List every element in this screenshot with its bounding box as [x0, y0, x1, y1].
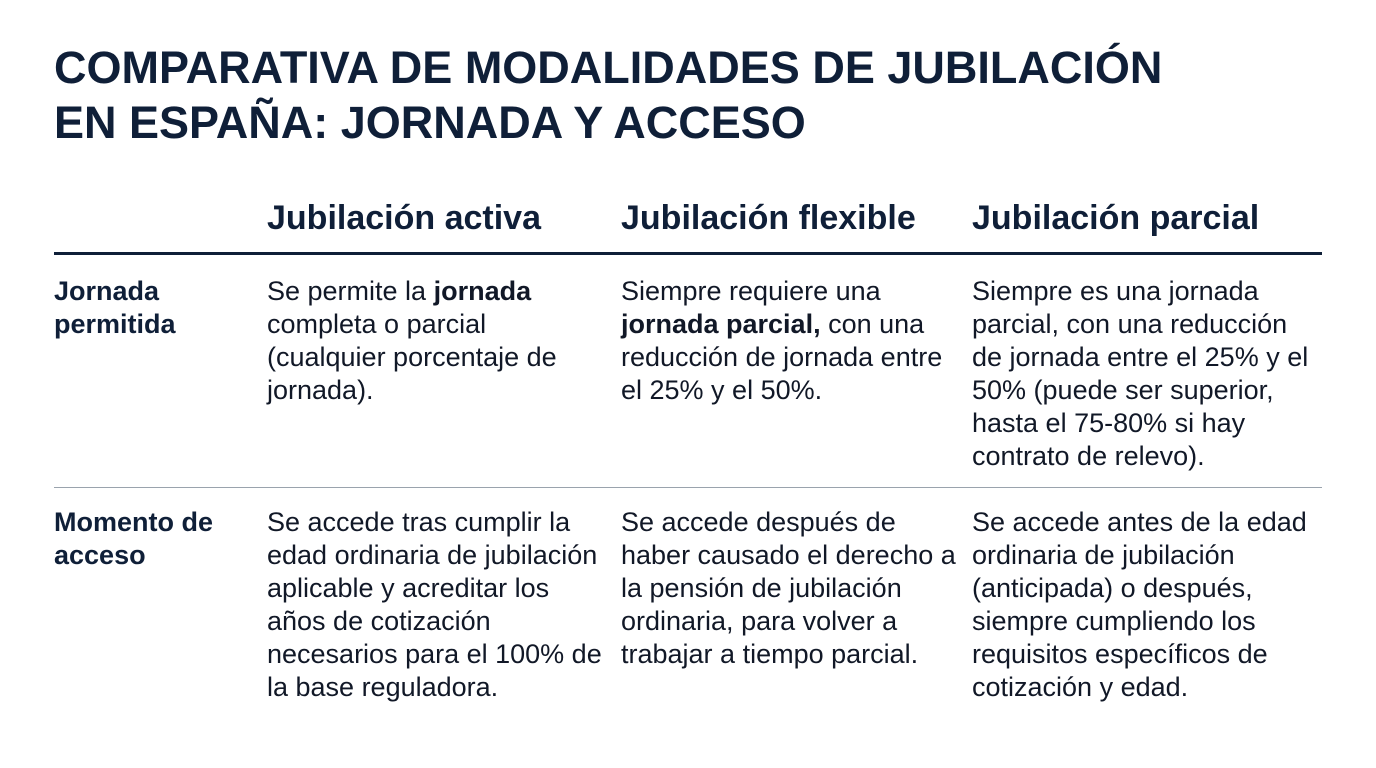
- table-header-row: [54, 190, 1322, 255]
- cell-jornada-flexible: [621, 275, 966, 407]
- comparison-table: [54, 190, 1322, 748]
- cell-text: Siempre requiere una: [621, 276, 881, 306]
- cell-text: Se accede tras cumplir la edad ordinaria de jubilación aplicable y acreditar los años de cotización necesarios para el 100% de la base reguladora.: [267, 507, 602, 702]
- cell-acceso-activa: [267, 506, 612, 704]
- table-row-jornada-permitida: [54, 255, 1322, 488]
- cell-text-bold: jornada parcial,: [621, 309, 821, 339]
- cell-text: con una reducción de jornada entre el 25% y el 50%.: [621, 309, 943, 405]
- column-header-jubilacion-flexible: Jubilación flexible: [621, 199, 916, 237]
- row-label-momento-de-acceso: Momento de acceso: [54, 507, 213, 570]
- cell-acceso-parcial: [972, 506, 1317, 704]
- cell-text: Se accede antes de la edad ordinaria de jubilación (anticipada) o después, siempre cumpliendo los requisitos específicos de cotización y edad.: [972, 507, 1307, 702]
- column-header-jubilacion-activa: Jubilación activa: [267, 199, 541, 237]
- cell-text: Se accede después de haber causado el derecho a la pensión de jubilación ordinaria, para volver a trabajar a tiempo parcial.: [621, 507, 956, 669]
- page-title-line-1: COMPARATIVA DE MODALIDADES DE JUBILACIÓN: [54, 42, 1163, 93]
- cell-text-bold: jornada: [433, 276, 532, 306]
- cell-jornada-parcial: [972, 275, 1317, 473]
- cell-text: Siempre es una jornada parcial, con una reducción de jornada entre el 25% y el 50% (puede ser superior, hasta el 75-80% si hay contrato de relevo).: [972, 276, 1309, 471]
- row-label-jornada-permitida: Jornada permitida: [54, 276, 176, 339]
- cell-text: Se permite la: [267, 276, 434, 306]
- page-title: [54, 40, 1162, 150]
- cell-jornada-activa: [267, 275, 612, 407]
- column-header-jubilacion-parcial: Jubilación parcial: [972, 199, 1260, 237]
- cell-text: completa o parcial (cualquier porcentaje de jornada).: [267, 309, 557, 405]
- table-row-momento-de-acceso: [54, 488, 1322, 748]
- page-title-line-2: EN ESPAÑA: JORNADA Y ACCESO: [54, 97, 806, 148]
- cell-acceso-flexible: [621, 506, 966, 671]
